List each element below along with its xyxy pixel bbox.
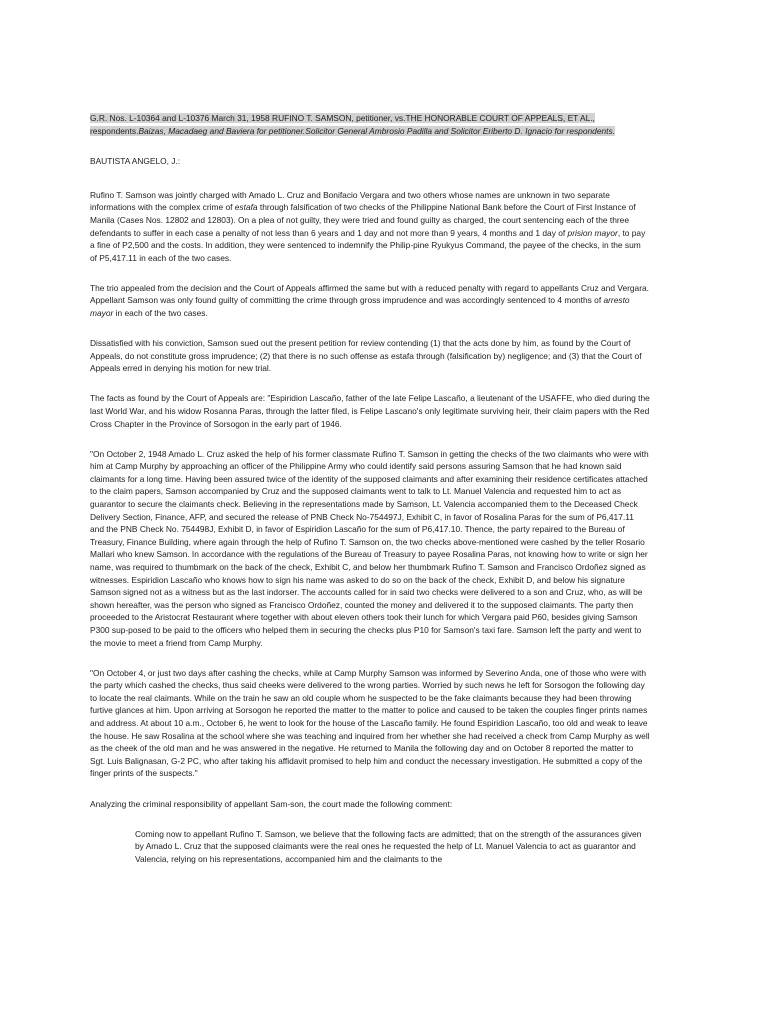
paragraph-5: "On October 2, 1948 Amado L. Cruz asked the help of his former classmate Rufino T. Samson in getting the checks of the two claimants who were with him at Camp Murphy by approaching an officer of the Philippine Army who could identify said persons assuring Samson that he had known said claimants for a long time. Having been assured twice of the identity of the supposed claimants and after examining their residence certificates attached to the claim papers, Samson accompanied by Cruz and the supposed claimants went to talk to Lt. Manuel Valencia and requested him to act as guarantor to secure the claimants check. Believing in the representations made by Samson, Lt. Valencia accompanied them to the Deceased Check Delivery Section, Finance, AFP, and secured the release of PNB Check No-754497J, Exhibit C, in favor of Rosalina Paras for the sum of P6,417.11 and the PNB Check No. 754498J, Exhibit D, in favor of Espiridion Lascaño for the sum of P6,417.10. Thence, the party repaired to the Bureau of Treasury, Finance Building, where again through the help of Rufino T. Samson on, the two checks above-mentioned were cashed by the teller Rosario Mallari who knew Samson. In accordance with the regulations of the Bureau of Treasury to payee Rosalina Paras, not knowing how to write or sign her name, was required to thumbmark on the back of the check, Exhibit C, and below her thumbmark Rufino T. Samson and Francisco Ordoñez signed as witnesses. Espiridion Lascaño who knows how to sign his name was asked to do so on the back of the check, Exhibit D, and below his signature Samson signed not as a witness but as the last indorser. The accounts called for in said two checks were delivered to a son and Cruz, who, as will be shown hereafter, was the person who signed as Francisco Ordoñez, counted the money and delivered it to the supposed claimants. The party then proceeded to the Aristocrat Restaurant where together with about eleven others took their lunch for which Vergara paid P60, besides giving Samson P300 sup-posed to be paid to the officers who helped them in securing the checks plus P10 for Samson's taxi fare. Samson left the party and went to the movie to meet a friend from Camp Murphy. [90, 448, 649, 648]
paragraph-2: The trio appealed from the decision and the Court of Appeals affirmed the same but with a reduced penalty with regard to appellants Cruz and Vergara. Appellant Samson was only found guilty of committing the crime through gross imprudence and was accordingly sentenced to 4 months of arresto mayor in each of the two cases. [90, 282, 649, 319]
paragraph-4: The facts as found by the Court of Appeals are: "Espiridion Lascaño, father of the late Felipe Lascaño, a lieutenant of the USAFFE, who died during the last World War, and his widow Rosanna Paras, through the latter filed, is Felipe Lascano's only legitimate surviving heir, their claim papers with the Red Cross Chapter in the Province of Sorsogon in the early part of 1946. [90, 393, 650, 429]
block-quote: Coming now to appellant Rufino T. Samson, we believe that the following facts are admitted; that on the strength of the assurances given by Amado L. Cruz that the supposed claimants were the real ones he requested the help of Lt. Manuel Valencia to act as guarantor and Valencia, relying on his representations, accompanied him and the claimants to the [135, 828, 642, 864]
counsel-info: Baizas, Macadaeg and Baviera for petitioner.Solicitor General Ambrosio Padilla and Solicitor Eriberto D. Ignacio for respondents. [138, 125, 615, 136]
author-line: BAUTISTA ANGELO, J.: [90, 156, 181, 167]
decision-text [90, 112, 650, 865]
paragraph-6: "On October 4, or just two days after cashing the checks, while at Camp Murphy Samson was informed by Severino Anda, one of those who were with the party which cashed the checks, thus said cheeks were delivered to the wrong parties. Worried by such news he left for Sorsogon the following day to locate the real claimants. While on the train he saw an old couple whom he suspected to be the fake claimants because they had been throwing furtive glances at him. Upon arriving at Sorsogon he reported the matter to the matter to police and caused to be taken the couples finger prints names and address. At about 10 a.m., October 6, he went to look for the house of the Lascaño family. He found Espiridion Lascaño, too old and weak to leave the house. He saw Rosalina at the school where she was teaching and inquired from her whether she had received a check from Camp Murphy as well as the cheek of the old man and he was answered in the negative. He returned to Manila the following day and on October 8 reported the matter to Sgt. Luis Balignasan, G-2 PC, who after taking his affidavit promised to help him and conduct the necessary investigation. He submitted a copy of the finger prints of the suspects." [90, 667, 650, 779]
paragraph-7: Analyzing the criminal responsibility of appellant Sam-son, the court made the following comment: [90, 798, 453, 809]
case-heading [90, 112, 650, 137]
case-info: G.R. Nos. L-10364 and L-10376 March 31, 1958 RUFINO T. SAMSON, petitioner, vs.THE HONORABLE COURT OF APPEALS, ET AL., respondents. [90, 113, 595, 136]
paragraph-1: Rufino T. Samson was jointly charged with Amado L. Cruz and Bonifacio Vergara and two others whose names are unknown in two separate informations with the complex crime of estafa through falsification of two checks of the Philippine National Bank before the Court of First Instance of Manila (Cases Nos. 12802 and 12803). On a plea of not guilty, they were tried and found guilty as charged, the court sentencing each of the three defendants to suffer in each case a penalty of not less than 6 years and 1 day and not more than 9 years, 4 months and 1 day of prision mayor, to pay a fine of P2,500 and the costs. In addition, they were sentenced to indemnify the Philip-pine Ryukyus Command, the payee of the checks, in the sum of P5,417.11 in each of the two cases. [90, 189, 646, 263]
paragraph-3: Dissatisfied with his conviction, Samson sued out the present petition for review contending (1) that the acts done by him, as found by the Court of Appeals, do not constitute gross imprudence; (2) that there is no such offense as estafa through (falsification by) negligence; and (3) that the Court of Appeals erred in denying his motion for new trial. [90, 338, 642, 374]
